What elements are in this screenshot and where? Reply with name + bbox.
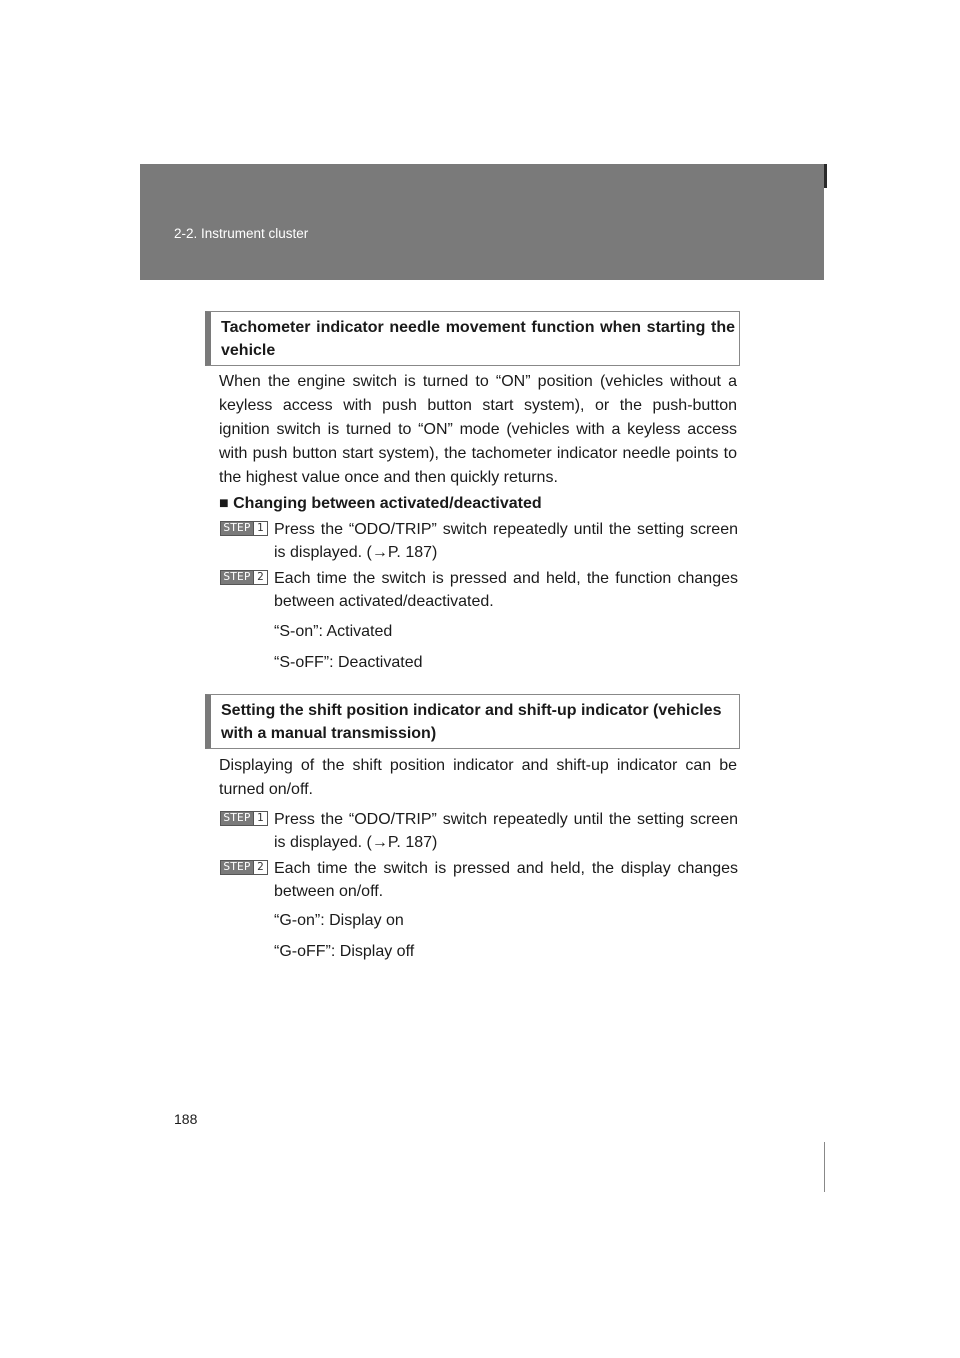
- step-item: [220, 857, 738, 903]
- chapter-header-band: [140, 164, 824, 280]
- step-badge: STEP 1: [220, 811, 268, 826]
- section-title-tachometer: Tachometer indicator needle movement function when starting the vehicle: [205, 311, 740, 366]
- step-badge: STEP 2: [220, 570, 268, 585]
- side-rule: [824, 1142, 825, 1192]
- option-s-on: “S-on”: Activated: [274, 623, 393, 640]
- option-g-on: “G-on”: Display on: [274, 912, 404, 929]
- option-g-off: “G-oFF”: Display off: [274, 943, 415, 960]
- section-label: 2-2. Instrument cluster: [174, 226, 309, 241]
- section-body-tachometer: When the engine switch is turned to “ON” position (vehicles without a keyless access with push button start system), or the push-button ignition switch is turned to “ON” mode (vehicles with a keyless access with push button start system), the tachometer indicator needle points to the highest value once and then quickly returns.: [219, 373, 737, 486]
- header-corner-mark: [824, 164, 827, 188]
- step-text: Press the “ODO/TRIP” switch repeatedly until the setting screen is displayed. (→P. 187): [274, 811, 738, 851]
- page-number: 188: [174, 1111, 198, 1127]
- section-title-shift-indicator: Setting the shift position indicator and shift-up indicator (vehicles with a manual transmission): [205, 694, 740, 749]
- section-body-shift-indicator: Displaying of the shift position indicator and shift-up indicator can be turned on/off.: [219, 757, 737, 798]
- step-item: [220, 518, 738, 564]
- step-text: Press the “ODO/TRIP” switch repeatedly until the setting screen is displayed. (→P. 187): [274, 521, 738, 561]
- step-badge: STEP 2: [220, 860, 268, 875]
- subheading-changing: ■ Changing between activated/deactivated: [219, 495, 542, 512]
- option-s-off: “S-oFF”: Deactivated: [274, 654, 423, 671]
- step-item: [220, 808, 738, 854]
- step-item: [220, 567, 738, 613]
- step-text: Each time the switch is pressed and held, the function changes between activated/deactivated.: [274, 570, 738, 610]
- step-text: Each time the switch is pressed and held, the display changes between on/off.: [274, 860, 738, 900]
- step-badge: STEP 1: [220, 521, 268, 536]
